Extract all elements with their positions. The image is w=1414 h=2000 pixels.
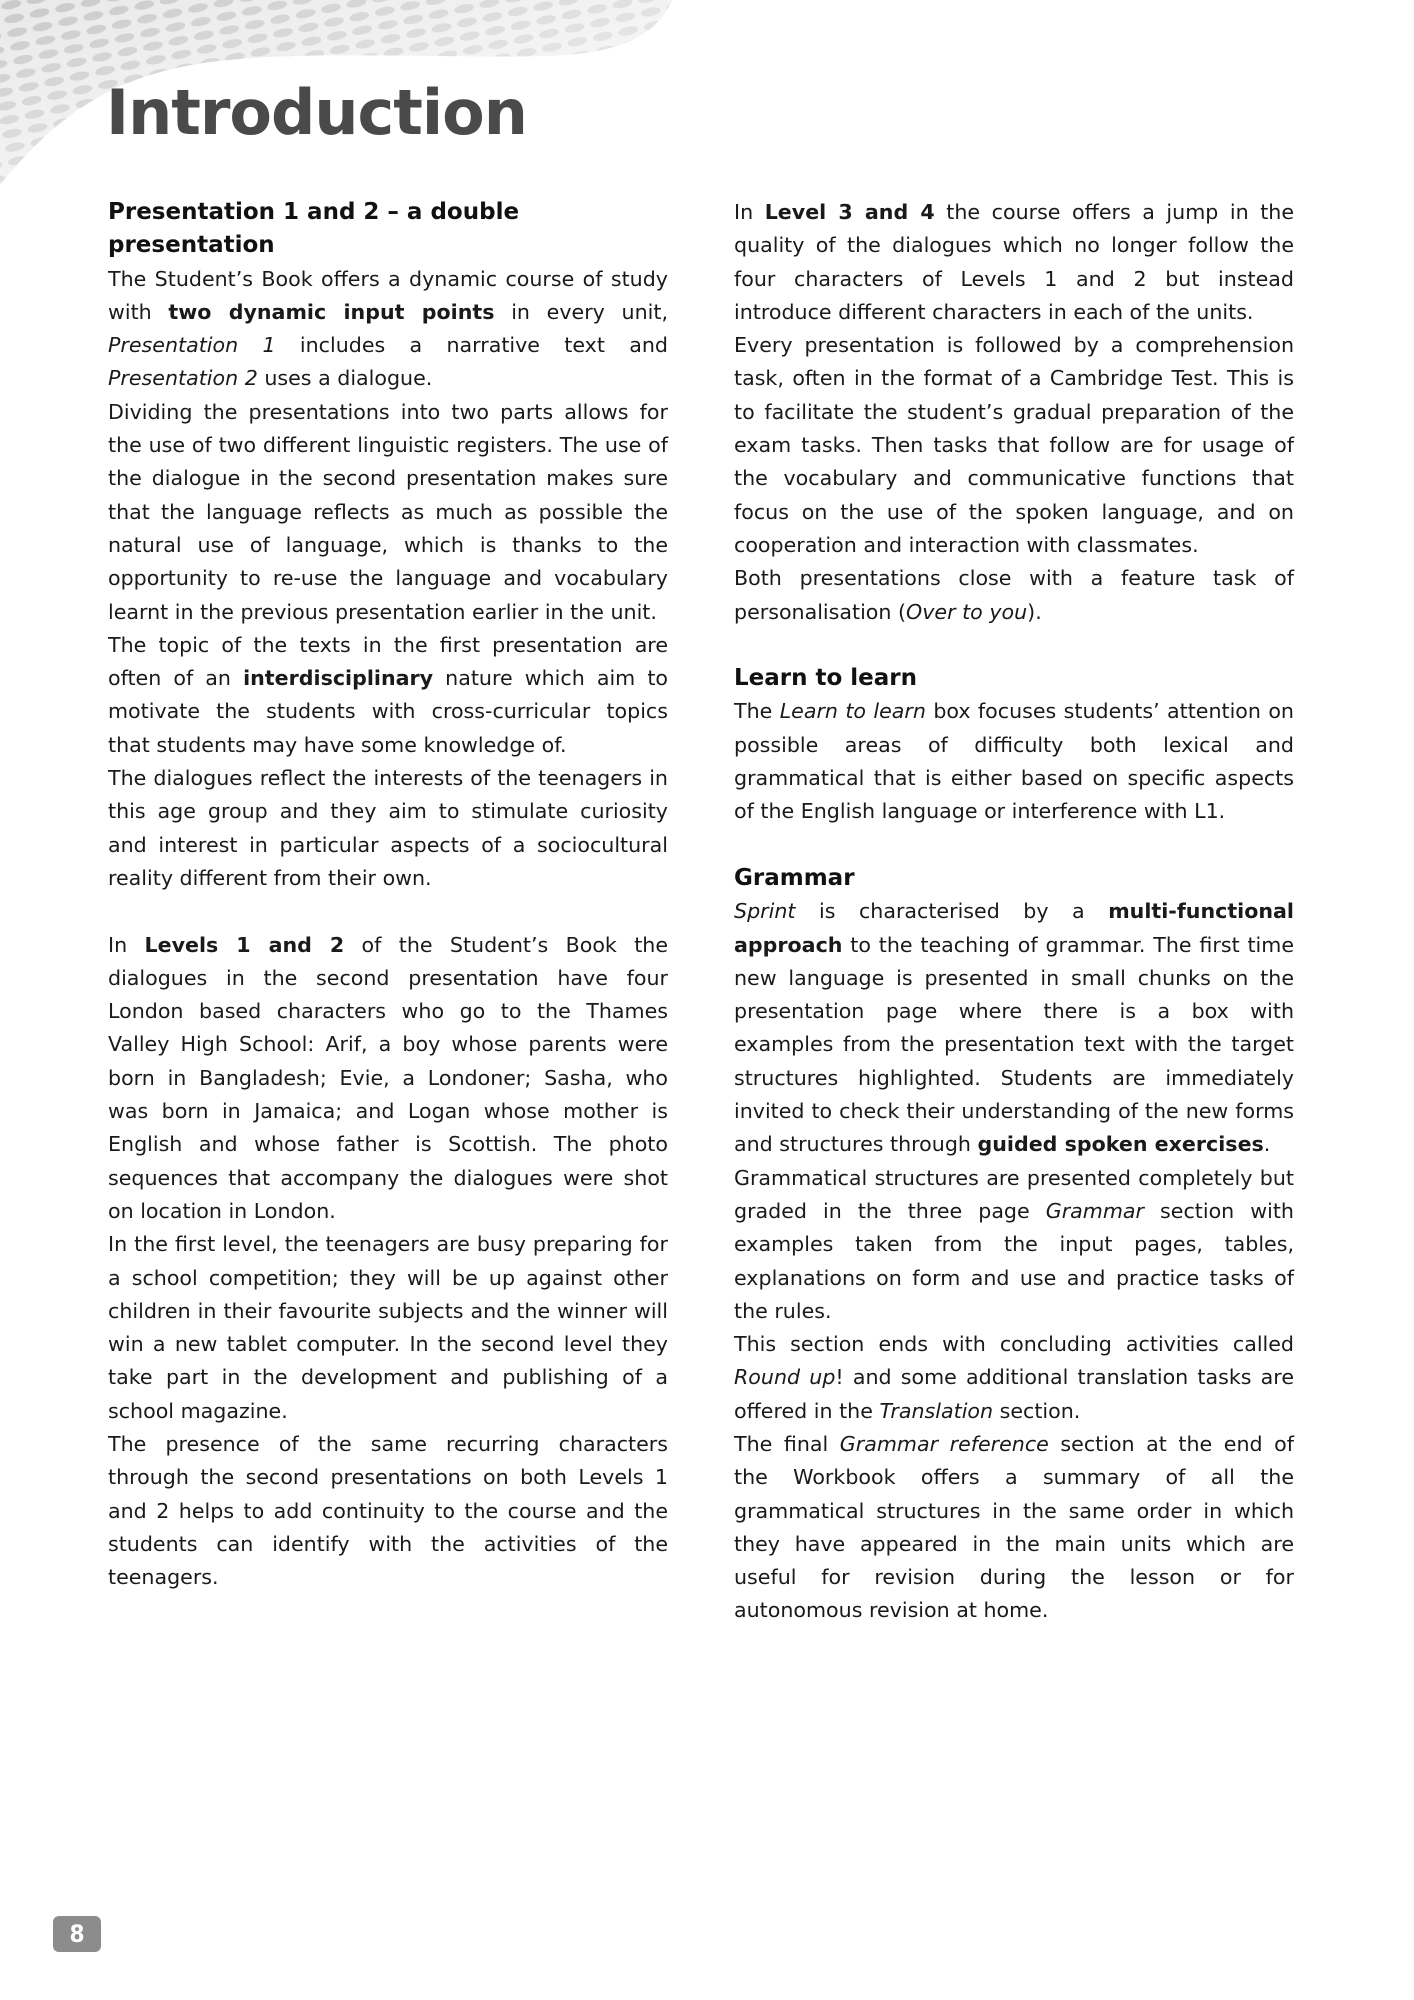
paragraph: Both presentations close with a feature task of personalisation (Over to you). bbox=[734, 566, 1294, 624]
heading-grammar: Grammar bbox=[734, 864, 855, 891]
page-title: Introduction bbox=[106, 76, 527, 149]
paragraph: The Student’s Book offers a dynamic course of study with two dynamic input points in every unit, Presentation 1 includes a narrative text and Presentation 2 uses a dialogue. bbox=[108, 266, 668, 391]
heading-learn-to-learn: Learn to learn bbox=[734, 665, 918, 692]
paragraph: The final Grammar reference section at the end of the Workbook offers a summary of all the grammatical structures in the same order in which they have appeared in the main units which are useful for revision during the lesson or for autonomous revision at home. bbox=[734, 1431, 1294, 1623]
paragraph: In Levels 1 and 2 of the Student’s Book the dialogues in the second presentation have four London based characters who go to the Thames Valley High School: Arif, a boy whose parents were born in Bangladesh; Evie, a Londoner; Sasha, who was born in Jamaica; and Logan whose mother is English and whose father is Scottish. The photo sequences that accompany the dialogues were shot on location in London. bbox=[108, 932, 669, 1223]
paragraph: In the first level, the teenagers are busy preparing for a school competition; they will be up against other children in their favourite subjects and the winner will win a new tablet computer. In the second level they take part in the development and publishing of a school magazine. bbox=[108, 1232, 668, 1423]
paragraph: This section ends with concluding activities called Round up! and some additional translation tasks are offered in the Translation section. bbox=[734, 1332, 1294, 1423]
right-column bbox=[734, 196, 1294, 1628]
paragraph: The topic of the texts in the first presentation are often of an interdisciplinary nature which aim to motivate the students with cross-curricular topics that students may have some knowledge of. bbox=[108, 632, 668, 757]
paragraph: The dialogues reflect the interests of the teenagers in this age group and they aim to stimulate curiosity and interest in particular aspects of a sociocultural reality different from their own. bbox=[108, 766, 668, 890]
left-column bbox=[108, 196, 668, 1594]
paragraph: Every presentation is followed by a comprehension task, often in the format of a Cambridge Test. This is to facilitate the student’s gradual preparation of the exam tasks. Then tasks that follow are for usage of the vocabulary and communicative functions that focus on the use of the spoken language, and on cooperation and interaction with classmates. bbox=[734, 333, 1294, 557]
paragraph: Sprint is characterised by a multi-functional approach to the teaching of grammar. The first time new language is presented in small chunks on the presentation page where there is a box with examples from the presentation text with the target structures highlighted. Students are immediately invited to check their understanding of the new forms and structures through guided spoken exercises. bbox=[734, 899, 1294, 1157]
paragraph: Dividing the presentations into two parts allows for the use of two different linguistic registers. The use of the dialogue in the second presentation makes sure that the language reflects as much as possible the natural use of language, which is thanks to the opportunity to re-use the language and vocabulary learnt in the previous presentation earlier in the unit. bbox=[108, 399, 668, 624]
paragraph: The Learn to learn box focuses students’ attention on possible areas of difficulty both lexical and grammatical that is either based on specific aspects of the English language or interference with L1. bbox=[734, 699, 1294, 824]
paragraph: In Level 3 and 4 the course offers a jump in the quality of the dialogues which no longer follow the four characters of Levels 1 and 2 but instead introduce different characters in each of the units. bbox=[734, 200, 1295, 324]
paragraph: The presence of the same recurring characters through the second presentations on both Levels 1 and 2 helps to add continuity to the course and the students can identify with the activities of the teenagers. bbox=[108, 1431, 668, 1590]
paragraph: Grammatical structures are presented completely but graded in the three page Grammar section with examples taken from the input pages, tables, explanations on form and use and practice tasks of the rules. bbox=[734, 1165, 1294, 1323]
page-number: 8 bbox=[53, 1916, 101, 1952]
heading-presentation: Presentation 1 and 2 – a double presentation bbox=[108, 199, 520, 259]
